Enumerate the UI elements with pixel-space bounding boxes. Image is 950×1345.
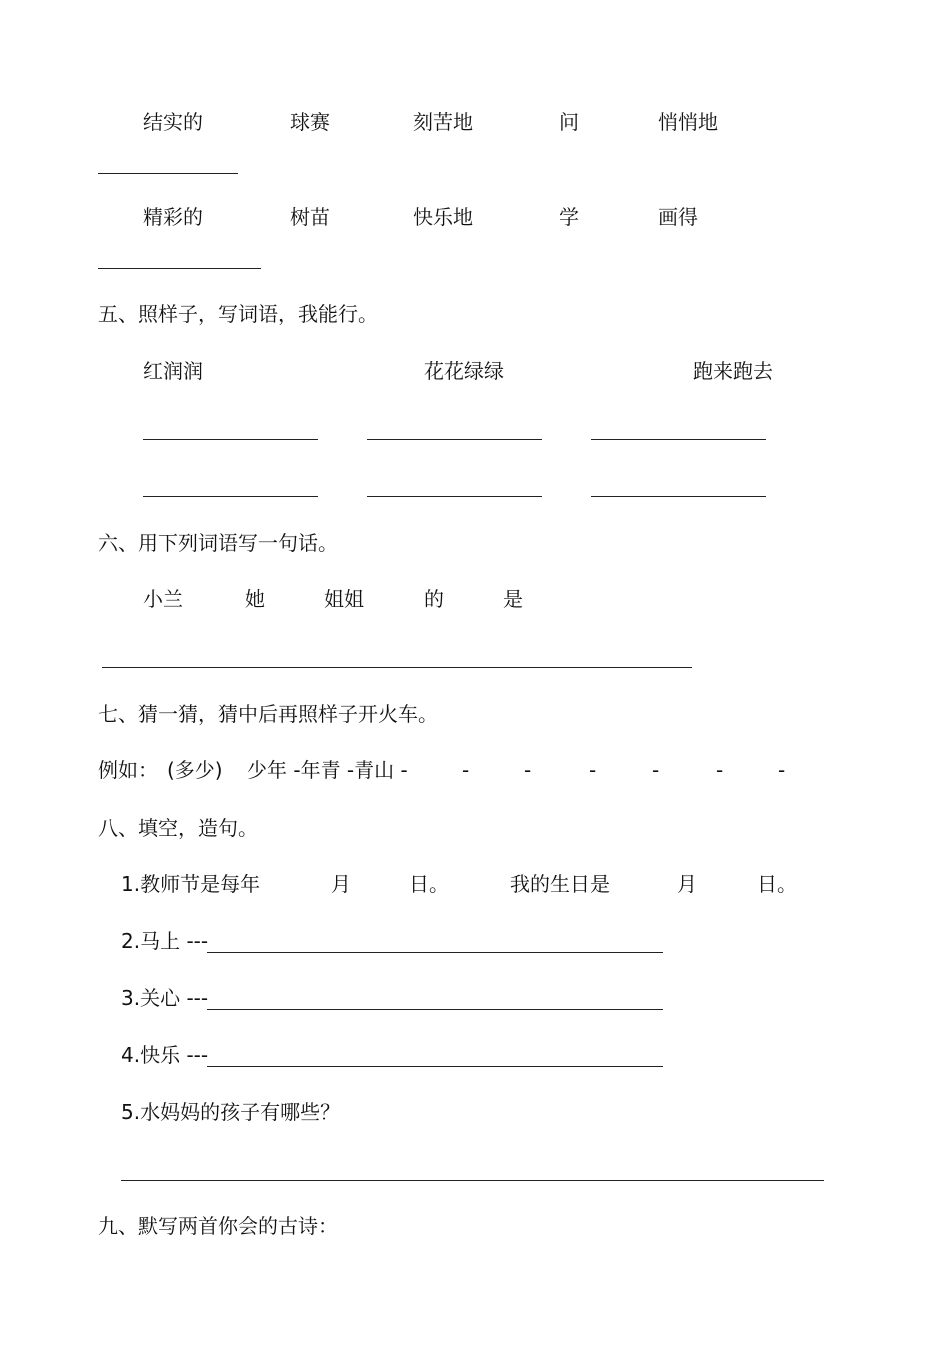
example-chain: 少年 -年青 -青山 - <box>247 758 408 782</box>
sentence-word: 她 <box>245 587 265 611</box>
word-item: 刻苦地 <box>413 110 473 134</box>
q1-part2: 我的生日是 <box>510 872 610 896</box>
chain-dash: - <box>589 758 597 782</box>
answer-line[interactable] <box>143 439 318 440</box>
chain-dash: - <box>524 758 532 782</box>
word-item: 悄悄地 <box>658 110 718 134</box>
word-item: 学 <box>559 205 579 229</box>
chain-dash: - <box>652 758 660 782</box>
word-item: 结实的 <box>143 110 203 134</box>
word-item: 树苗 <box>290 205 330 229</box>
answer-line[interactable] <box>367 496 542 497</box>
example-word: 花花绿绿 <box>424 359 504 383</box>
q1-day: 日。 <box>409 872 449 896</box>
q1-month: 月 <box>331 872 351 896</box>
section8-heading: 八、填空，造句。 <box>98 816 258 840</box>
answer-line[interactable] <box>207 1066 663 1067</box>
word-item: 问 <box>559 110 579 134</box>
answer-line[interactable] <box>121 1180 824 1181</box>
example-prefix: 例如： <box>98 758 158 782</box>
answer-line[interactable] <box>98 173 238 174</box>
example-word: 红润润 <box>143 359 203 383</box>
answer-line[interactable] <box>591 439 766 440</box>
q4-label: 4.快乐 --- <box>121 1043 209 1067</box>
example-hint: (多少) <box>167 758 223 782</box>
sentence-word: 姐姐 <box>324 587 364 611</box>
word-item: 快乐地 <box>413 205 473 229</box>
section9-heading: 九、默写两首你会的古诗： <box>98 1214 338 1238</box>
q3-label: 3.关心 --- <box>121 986 209 1010</box>
example-word: 跑来跑去 <box>693 359 773 383</box>
answer-line[interactable] <box>143 496 318 497</box>
answer-line[interactable] <box>207 952 663 953</box>
sentence-word: 的 <box>424 587 444 611</box>
q5-label: 5.水妈妈的孩子有哪些？ <box>121 1100 341 1124</box>
word-item: 精彩的 <box>143 205 203 229</box>
chain-dash: - <box>462 758 470 782</box>
chain-dash: - <box>778 758 786 782</box>
q1-month: 月 <box>677 872 697 896</box>
q1-part1: 1.教师节是每年 <box>121 872 261 896</box>
answer-line[interactable] <box>367 439 542 440</box>
word-item: 球赛 <box>290 110 330 134</box>
sentence-word: 是 <box>503 587 523 611</box>
answer-line[interactable] <box>207 1009 663 1010</box>
q1-day: 日。 <box>757 872 797 896</box>
section6-heading: 六、用下列词语写一句话。 <box>98 531 338 555</box>
sentence-word: 小兰 <box>143 587 183 611</box>
answer-line[interactable] <box>591 496 766 497</box>
answer-line[interactable] <box>98 268 261 269</box>
section5-heading: 五、照样子，写词语，我能行。 <box>98 302 378 326</box>
chain-dash: - <box>716 758 724 782</box>
word-item: 画得 <box>658 205 698 229</box>
answer-line[interactable] <box>102 667 692 668</box>
section7-heading: 七、猜一猜，猜中后再照样子开火车。 <box>98 702 438 726</box>
q2-label: 2.马上 --- <box>121 929 209 953</box>
